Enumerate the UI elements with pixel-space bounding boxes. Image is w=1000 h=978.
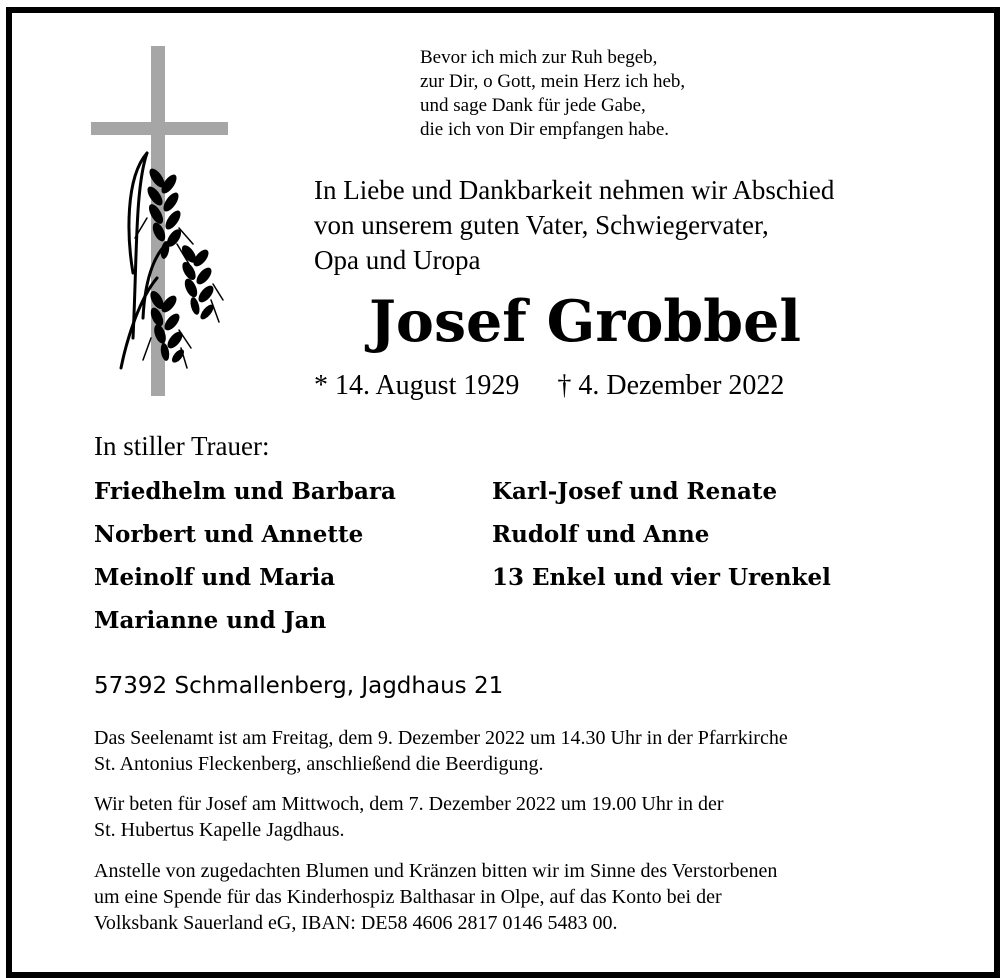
notice-line: Wir beten für Josef am Mittwoch, dem 7. Dezember 2022 um 19.00 Uhr in der xyxy=(94,793,724,815)
birth-date: * 14. August 1929 xyxy=(314,370,520,401)
deceased-name: Josef Grobbel xyxy=(368,288,802,355)
notice-line: St. Hubertus Kapelle Jagdhaus. xyxy=(94,819,345,841)
donation-notice xyxy=(94,858,954,936)
mourning-label: In stiller Trauer: xyxy=(94,431,270,461)
mourner-entry: 13 Enkel und vier Urenkel xyxy=(492,564,831,591)
intro-line: von unserem guten Vater, Schwiegervater, xyxy=(314,210,769,240)
poem xyxy=(420,46,685,142)
prayer-notice xyxy=(94,791,954,843)
mourner-entry: Norbert und Annette xyxy=(94,521,364,548)
intro-line: Opa und Uropa xyxy=(314,245,481,275)
intro-text xyxy=(314,173,834,278)
requiem-notice xyxy=(94,725,954,777)
notice-line: St. Antonius Fleckenberg, anschließend die Beerdigung. xyxy=(94,753,544,775)
mourner-entry: Friedhelm und Barbara xyxy=(94,478,396,505)
address: 57392 Schmallenberg, Jagdhaus 21 xyxy=(94,673,504,699)
notice-line: Volksbank Sauerland eG, IBAN: DE58 4606 2817 0146 5483 00. xyxy=(94,912,618,934)
mourners-left-column xyxy=(94,470,396,642)
intro-line: In Liebe und Dankbarkeit nehmen wir Abschied xyxy=(314,175,835,205)
poem-line: Bevor ich mich zur Ruh begeb, xyxy=(420,47,658,68)
mourner-entry: Meinolf und Maria xyxy=(94,564,336,591)
notice-line: Anstelle von zugedachten Blumen und Kränzen bitten wir im Sinne des Verstorbenen xyxy=(94,860,778,882)
poem-line: die ich von Dir empfangen habe. xyxy=(420,119,670,140)
life-dates xyxy=(314,366,784,406)
mourner-entry: Rudolf und Anne xyxy=(492,521,710,548)
mourner-entry: Karl-Josef und Renate xyxy=(492,478,778,505)
notice-line: Das Seelenamt ist am Freitag, dem 9. Dezember 2022 um 14.30 Uhr in der Pfarrkirche xyxy=(94,727,788,749)
notice-line: um eine Spende für das Kinderhospiz Balthasar in Olpe, auf das Konto bei der xyxy=(94,886,722,908)
death-date: † 4. Dezember 2022 xyxy=(557,370,785,401)
mourner-entry: Marianne und Jan xyxy=(94,607,327,634)
mourners-right-column xyxy=(492,470,831,599)
poem-line: und sage Dank für jede Gabe, xyxy=(420,95,646,116)
poem-line: zur Dir, o Gott, mein Herz ich heb, xyxy=(420,71,686,92)
